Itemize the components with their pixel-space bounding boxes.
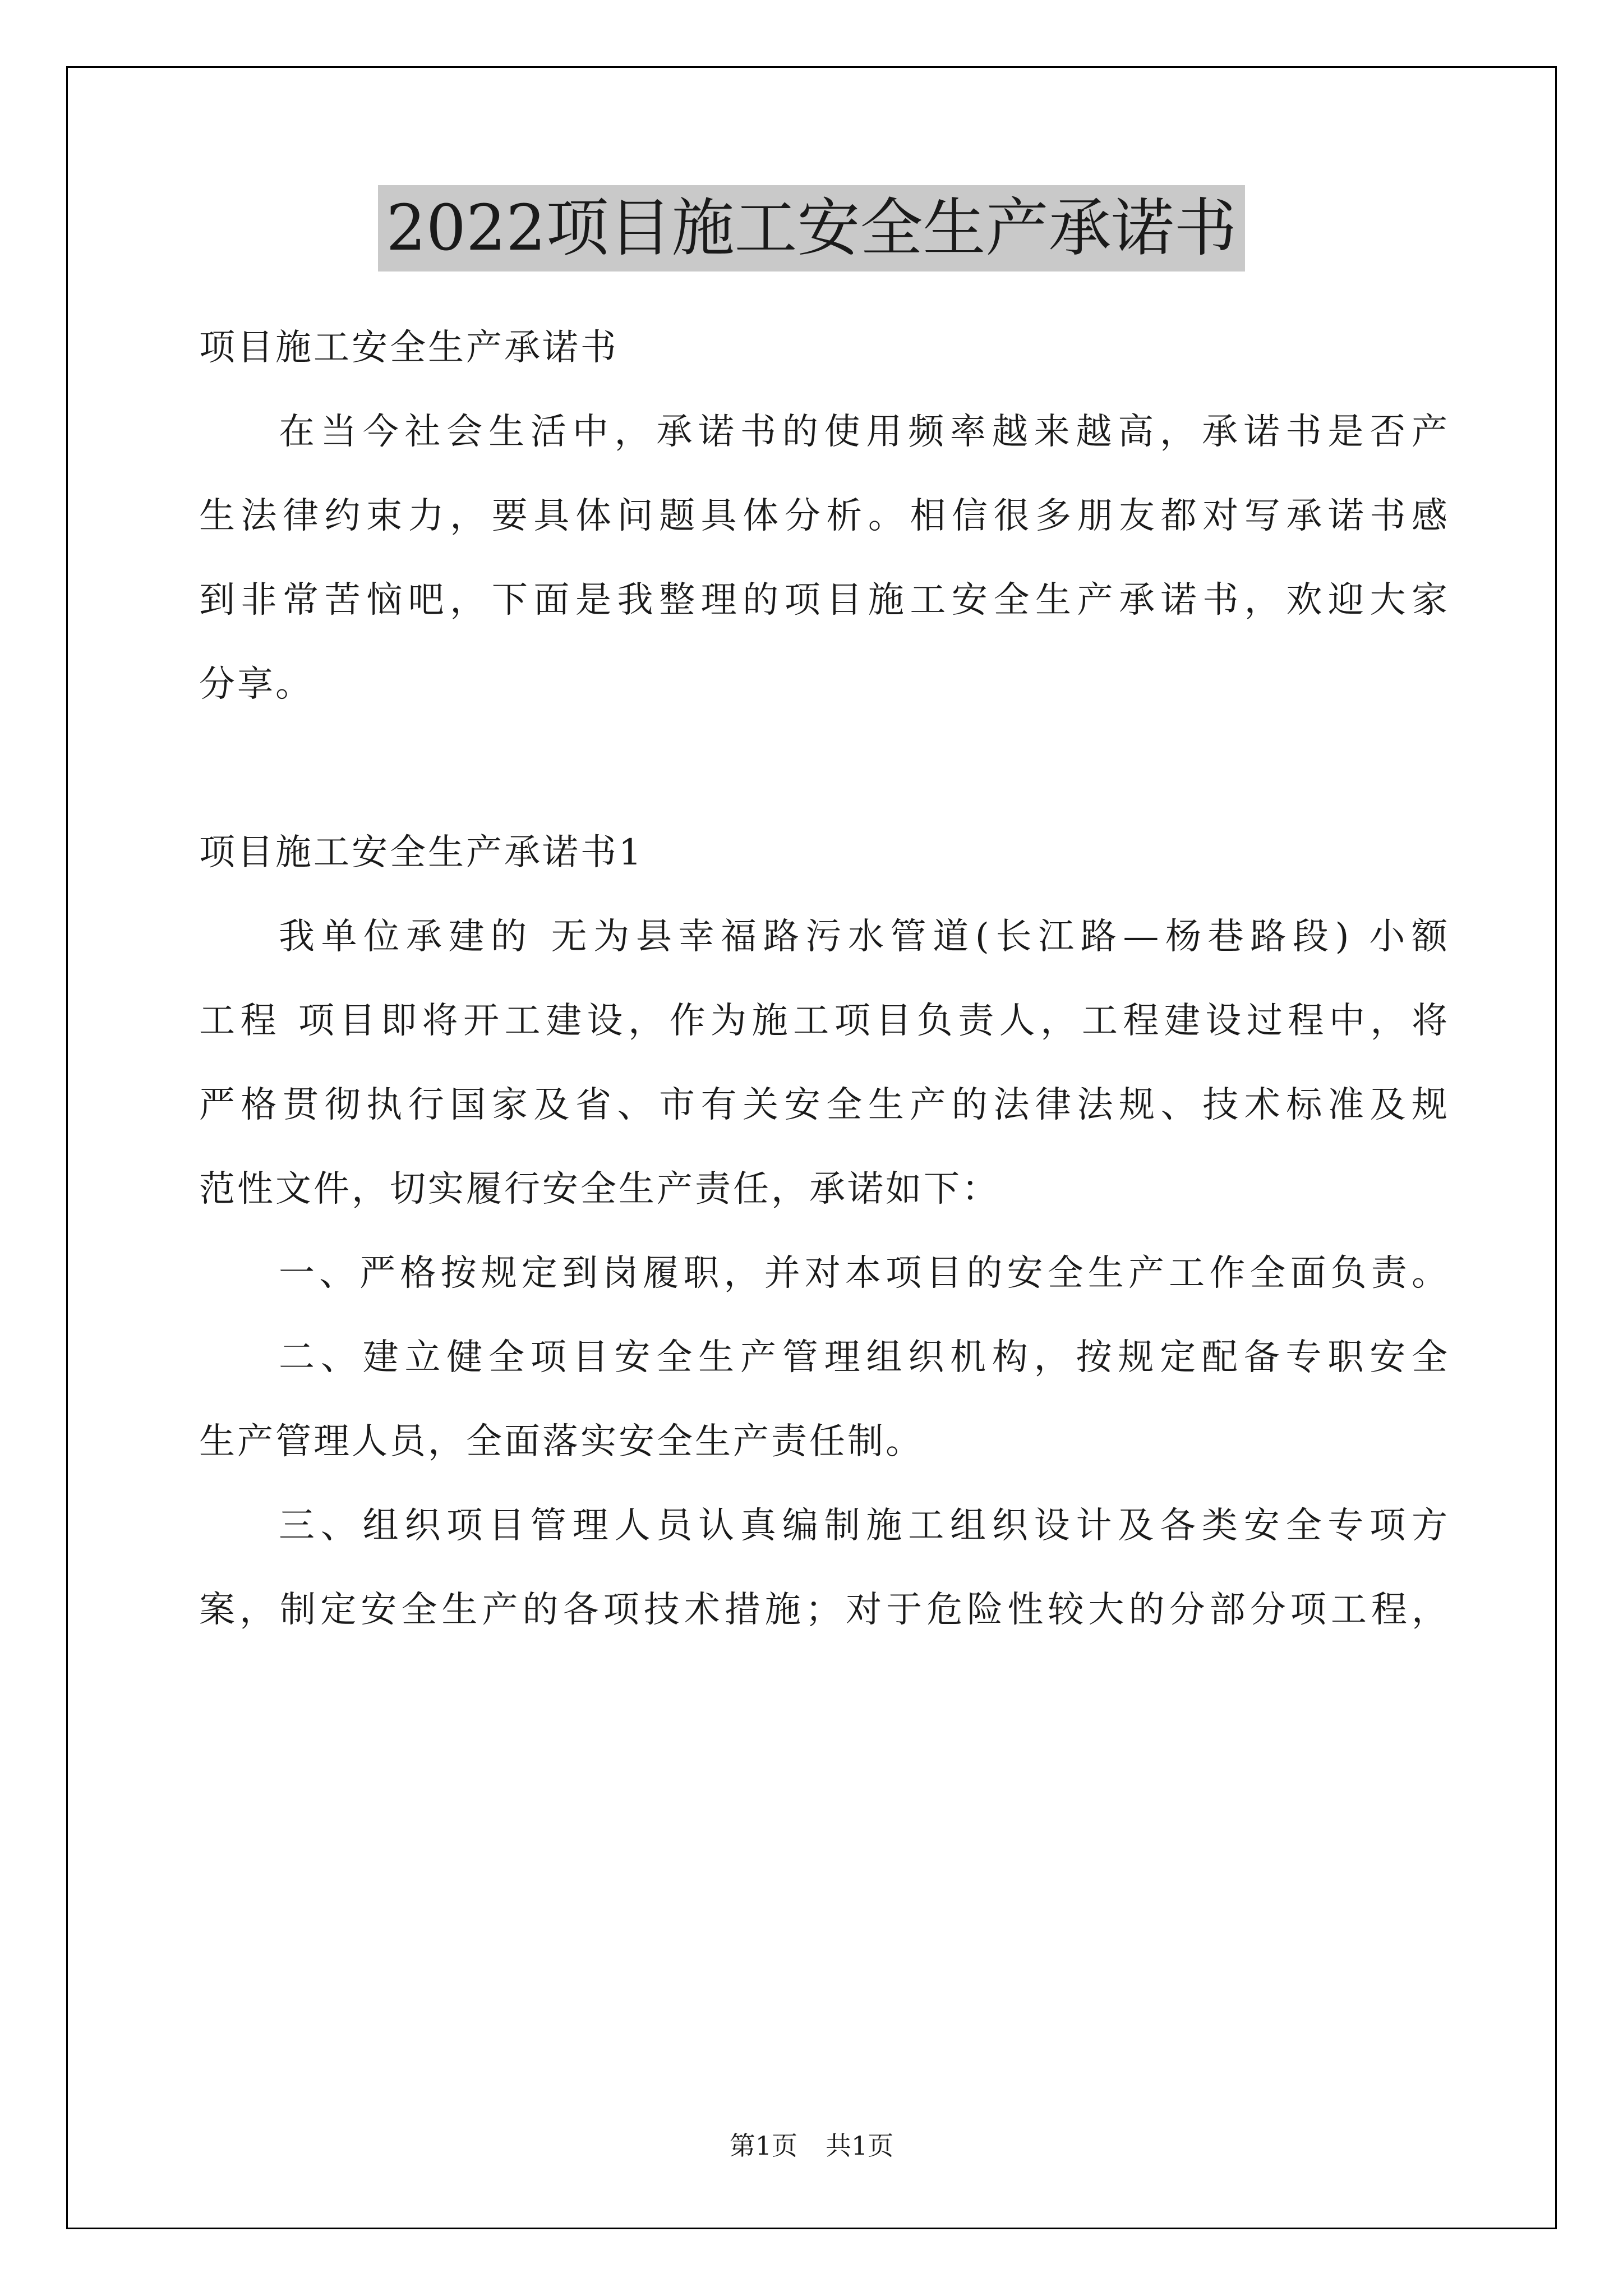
page-footer <box>0 2129 1623 2162</box>
body-line-9: 案，制定安全生产的各项技术措施；对于危险性较大的分部分项工程， <box>199 1589 1450 1631</box>
body-line-1: 我单位承建的 无为县幸福路污水管道(长江路—杨巷路段) 小额 <box>279 916 1450 958</box>
intro-line-3: 到非常苦恼吧，下面是我整理的项目施工安全生产承诺书，欢迎大家 <box>199 579 1450 621</box>
page-number: 第1页 <box>729 2131 797 2161</box>
body-line-6: 二、建立健全项目安全生产管理组织机构，按规定配备专职安全 <box>279 1337 1450 1378</box>
spacer <box>199 726 1450 811</box>
body-line-3: 严格贯彻执行国家及省、市有关安全生产的法律法规、技术标准及规 <box>199 1084 1450 1126</box>
intro-line-4: 分享。 <box>199 664 313 705</box>
body-line-4: 范性文件，切实履行安全生产责任，承诺如下： <box>199 1168 1000 1210</box>
document-title: 2022项目施工安全生产承诺书 <box>378 185 1244 272</box>
body-line-8: 三、组织项目管理人员认真编制施工组织设计及各类安全专项方 <box>279 1505 1450 1547</box>
body-line-2: 工程 项目即将开工建设，作为施工项目负责人，工程建设过程中，将 <box>199 1000 1450 1042</box>
section-heading: 项目施工安全生产承诺书1 <box>199 832 644 873</box>
body-line-5: 一、严格按规定到岗履职，并对本项目的安全生产工作全面负责。 <box>279 1253 1450 1294</box>
page-total: 共1页 <box>826 2131 894 2161</box>
title-container <box>0 185 1623 272</box>
document-body <box>199 306 1450 1652</box>
body-line-7: 生产管理人员，全面落实安全生产责任制。 <box>199 1421 924 1462</box>
intro-line-1: 在当今社会生活中，承诺书的使用频率越来越高，承诺书是否产 <box>279 411 1450 453</box>
subtitle: 项目施工安全生产承诺书 <box>199 327 619 369</box>
intro-line-2: 生法律约束力，要具体问题具体分析。相信很多朋友都对写承诺书感 <box>199 495 1450 537</box>
